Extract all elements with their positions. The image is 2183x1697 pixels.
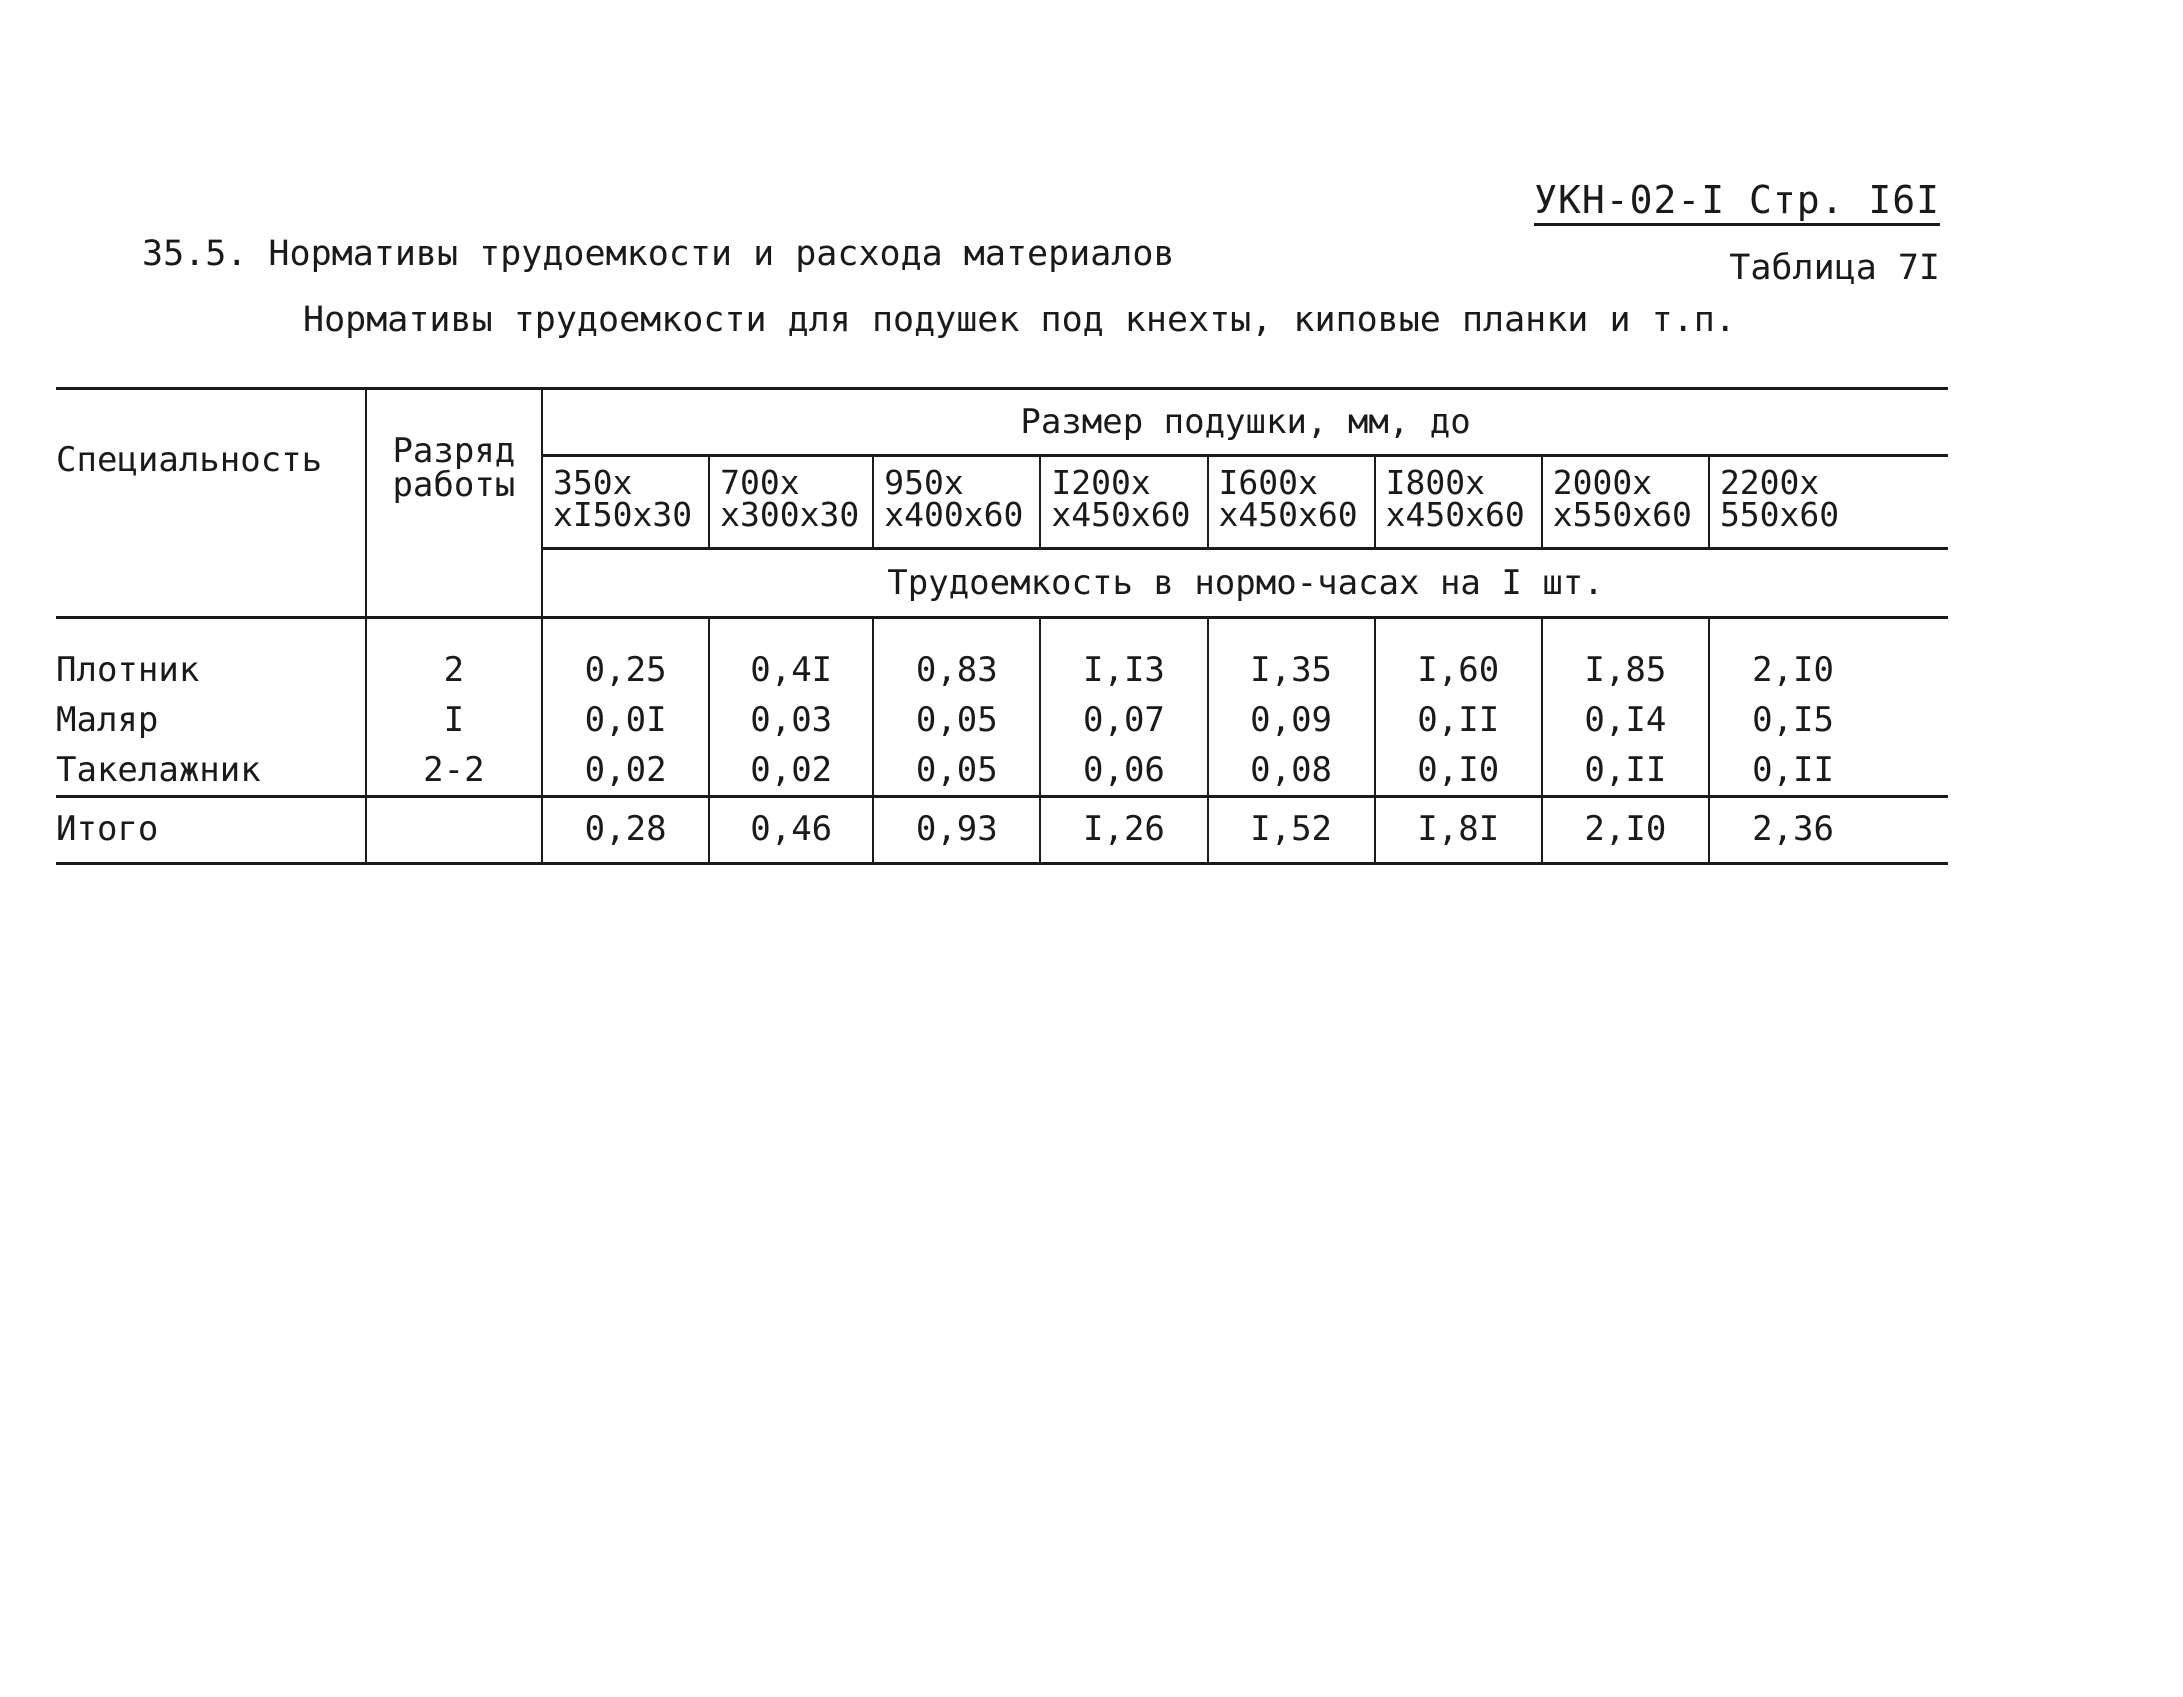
- row-value: I,I3: [1040, 645, 1207, 695]
- size-line1: 950х: [884, 463, 964, 502]
- document-code: УКН-02-I Стр. I6I: [1534, 178, 1940, 222]
- row-value: 0,07: [1040, 695, 1207, 745]
- header-size-col: [873, 456, 1040, 549]
- row-specialty: Такелажник: [56, 750, 261, 790]
- row-value: 0,83: [873, 645, 1040, 695]
- size-line2: х450х60: [1218, 495, 1358, 534]
- size-line1: I600х: [1218, 463, 1318, 502]
- total-value: I,52: [1208, 797, 1375, 864]
- row-value: 0,4I: [709, 645, 873, 695]
- row-value: 0,02: [542, 745, 709, 797]
- header-size-col: [1542, 456, 1709, 549]
- row-value: 0,II: [1375, 695, 1542, 745]
- header-size-col: [1208, 456, 1375, 549]
- total-value: I,26: [1040, 797, 1207, 864]
- size-line2: х300х30: [720, 495, 860, 534]
- total-grade-empty: [366, 797, 542, 864]
- row-value: 0,II: [1709, 745, 1876, 797]
- row-value: I,60: [1375, 645, 1542, 695]
- spacer-row: [56, 618, 1948, 646]
- total-value: 0,28: [542, 797, 709, 864]
- row-value: 0,05: [873, 695, 1040, 745]
- header-size-col: [542, 456, 709, 549]
- norms-table: [56, 387, 1948, 865]
- size-line1: 700х: [720, 463, 800, 502]
- row-value: 0,25: [542, 645, 709, 695]
- size-line2: х550х60: [1552, 495, 1692, 534]
- row-value: 0,I4: [1542, 695, 1709, 745]
- table-caption: Нормативы трудоемкости для подушек под кнехты, киповые планки и т.п.: [303, 300, 1736, 340]
- row-value: 0,03: [709, 695, 873, 745]
- header-size: Размер подушки, мм, до: [542, 389, 1948, 456]
- row-value: I,35: [1208, 645, 1375, 695]
- header-specialty: Специальность: [56, 389, 366, 618]
- section-title: 35.5. Нормативы трудоемкости и расхода материалов: [142, 234, 1175, 274]
- header-size-col: [1040, 456, 1207, 549]
- size-line1: I200х: [1051, 463, 1151, 502]
- row-value: 0,08: [1208, 745, 1375, 797]
- size-line1: I800х: [1385, 463, 1485, 502]
- header-size-col: [1375, 456, 1542, 549]
- total-value: 2,I0: [1542, 797, 1709, 864]
- header-empty-col: [1876, 456, 1948, 549]
- size-line2: хI50х30: [553, 495, 693, 534]
- total-value: I,8I: [1375, 797, 1542, 864]
- row-value: 0,I0: [1375, 745, 1542, 797]
- header-grade-line1: Разряд: [392, 431, 516, 471]
- header-grade: [366, 389, 542, 618]
- size-line2: х400х60: [884, 495, 1024, 534]
- header-size-col: [1709, 456, 1876, 549]
- row-value: 0,09: [1208, 695, 1375, 745]
- row-value: 0,02: [709, 745, 873, 797]
- row-grade: 2-2: [366, 745, 542, 797]
- table-number: Таблица 7I: [1729, 248, 1940, 288]
- header-size-col: [709, 456, 873, 549]
- row-grade: 2: [366, 645, 542, 695]
- row-specialty: Маляр: [56, 700, 159, 740]
- total-value: 0,93: [873, 797, 1040, 864]
- row-value: 0,I5: [1709, 695, 1876, 745]
- header-grade-line2: работы: [392, 465, 516, 505]
- table-row: [56, 745, 1948, 797]
- total-value: 2,36: [1709, 797, 1876, 864]
- size-line2: 550х60: [1719, 495, 1840, 534]
- total-label: Итого: [56, 809, 159, 849]
- table-row: [56, 645, 1948, 695]
- total-value: 0,46: [709, 797, 873, 864]
- row-value: 0,06: [1040, 745, 1207, 797]
- size-line1: 350х: [553, 463, 633, 502]
- size-line1: 2200х: [1719, 463, 1820, 502]
- total-row: [56, 797, 1948, 864]
- header-unit: Трудоемкость в нормо-часах на I шт.: [542, 549, 1948, 618]
- row-value: 2,I0: [1709, 645, 1876, 695]
- row-value: 0,05: [873, 745, 1040, 797]
- size-line1: 2000х: [1552, 463, 1653, 502]
- row-value: I,85: [1542, 645, 1709, 695]
- table-row: [56, 695, 1948, 745]
- row-grade: I: [366, 695, 542, 745]
- row-specialty: Плотник: [56, 650, 200, 690]
- size-line2: х450х60: [1051, 495, 1191, 534]
- size-line2: х450х60: [1385, 495, 1525, 534]
- row-value: 0,II: [1542, 745, 1709, 797]
- row-value: 0,0I: [542, 695, 709, 745]
